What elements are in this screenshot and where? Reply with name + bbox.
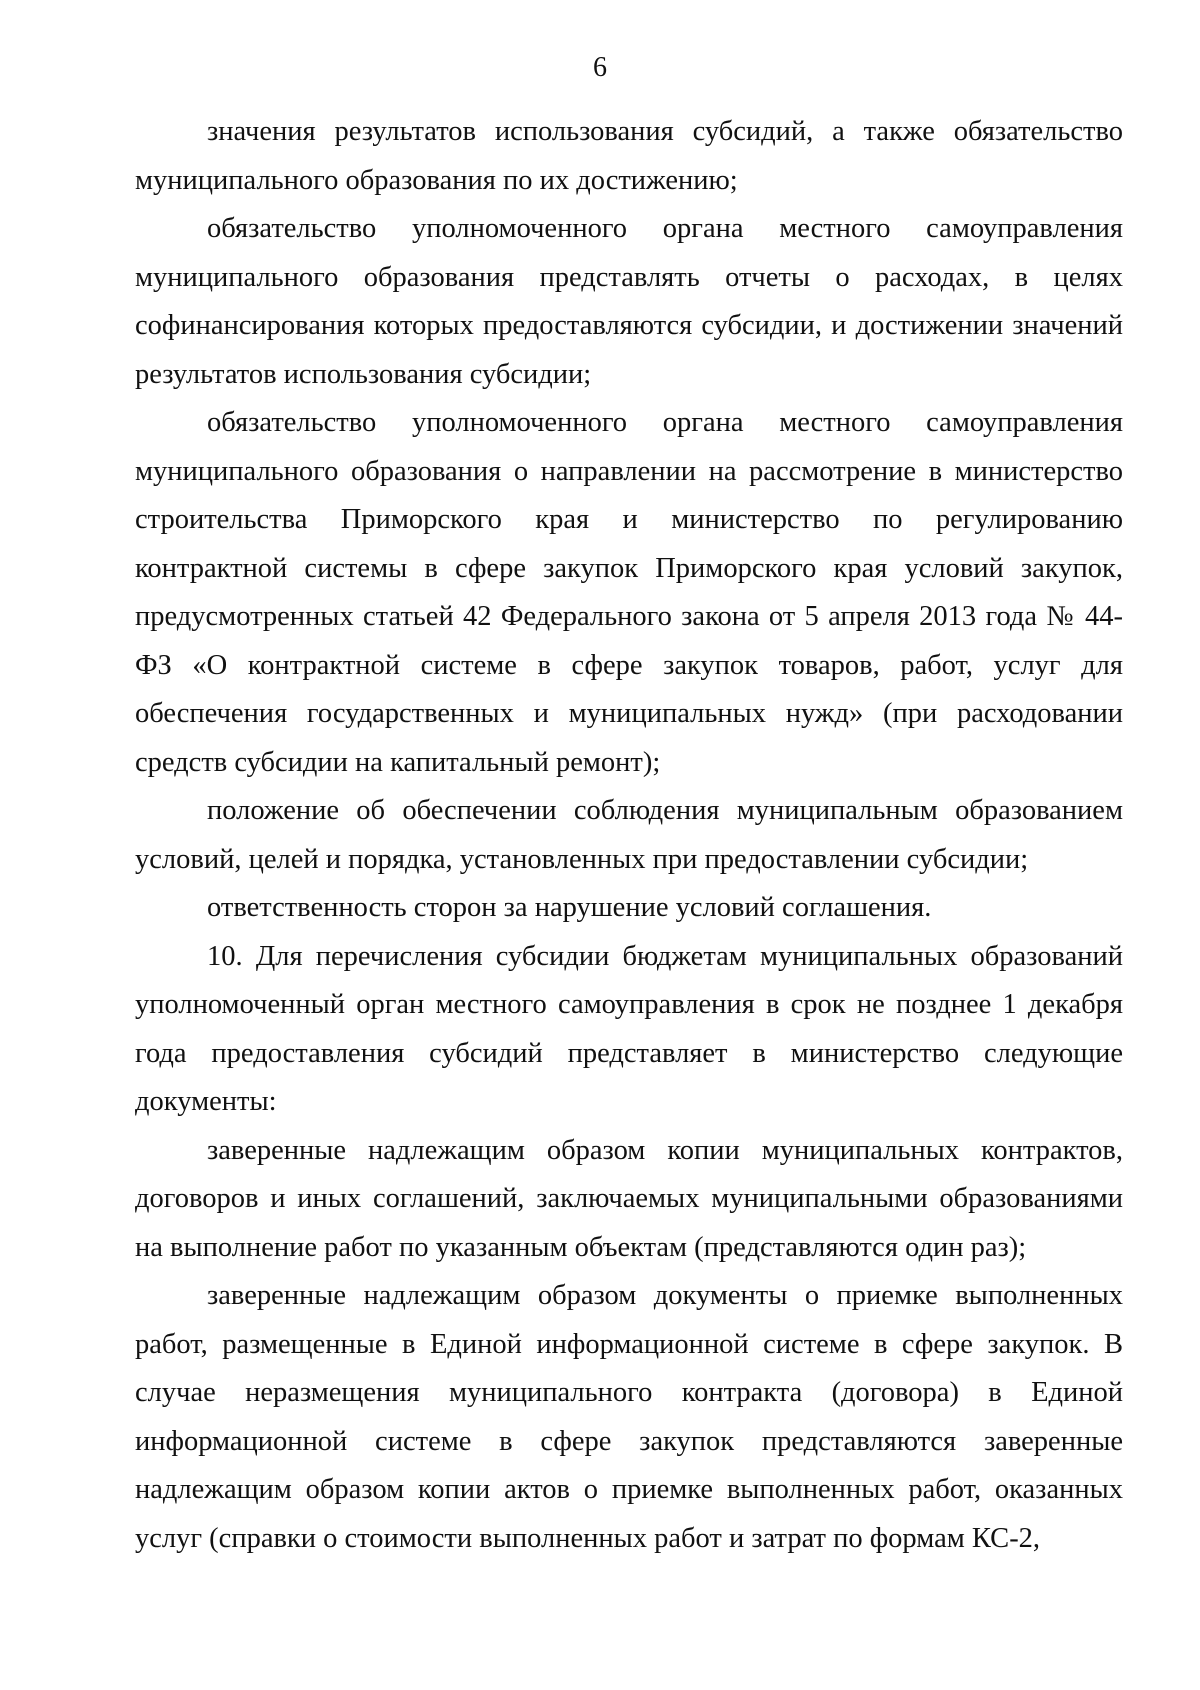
- document-body: [135, 108, 1123, 1563]
- page-number: 6: [593, 52, 607, 83]
- paragraph-procurement-review-obligation: обязательство уполномоченного органа местного самоуправления муниципального образования о направлении на рассмотрение в министерство строительства Приморского края и министерство по регулированию контрактной системы в сфере закупок Приморского края условий закупок, предусмотренных статьей 42 Федерального закона от 5 апреля 2013 года № 44-ФЗ «О контрактной системе в сфере закупок товаров, работ, услуг для обеспечения государственных и муниципальных нужд» (при расходовании средств субсидии на капитальный ремонт);: [135, 407, 1123, 778]
- paragraph-liability: ответственность сторон за нарушение условий соглашения.: [207, 892, 932, 923]
- paragraph-item-10: 10. Для перечисления субсидии бюджетам муниципальных образований уполномоченный орган местного самоуправления в срок не позднее 1 декабря года предоставления субсидий представляет в министерство следующие документы:: [135, 940, 1123, 1117]
- paragraph-reporting-obligation: обязательство уполномоченного органа местного самоуправления муниципального образования представлять отчеты о расходах, в целях софинансирования которых предоставляются субсидии, и достижении значений результатов использования субсидии;: [135, 213, 1123, 390]
- paragraph-acceptance-documents: заверенные надлежащим образом документы о приемке выполненных работ, размещенные в Единой информационной системе в сфере закупок. В случае неразмещения муниципального контракта (договора) в Единой информационной системе в сфере закупок представляются заверенные надлежащим образом копии актов о приемке выполненных работ, оказанных услуг (справки о стоимости выполненных работ и затрат по формам КС-2,: [135, 1280, 1123, 1554]
- paragraph-results-obligation: значения результатов использования субсидий, а также обязательство муниципального образования по их достижению;: [135, 116, 1123, 196]
- paragraph-contract-copies: заверенные надлежащим образом копии муниципальных контрактов, договоров и иных соглашений, заключаемых муниципальными образованиями на выполнение работ по указанным объектам (представляются один раз);: [135, 1134, 1123, 1263]
- paragraph-compliance-provision: положение об обеспечении соблюдения муниципальным образованием условий, целей и порядка, установленных при предоставлении субсидии;: [135, 795, 1123, 875]
